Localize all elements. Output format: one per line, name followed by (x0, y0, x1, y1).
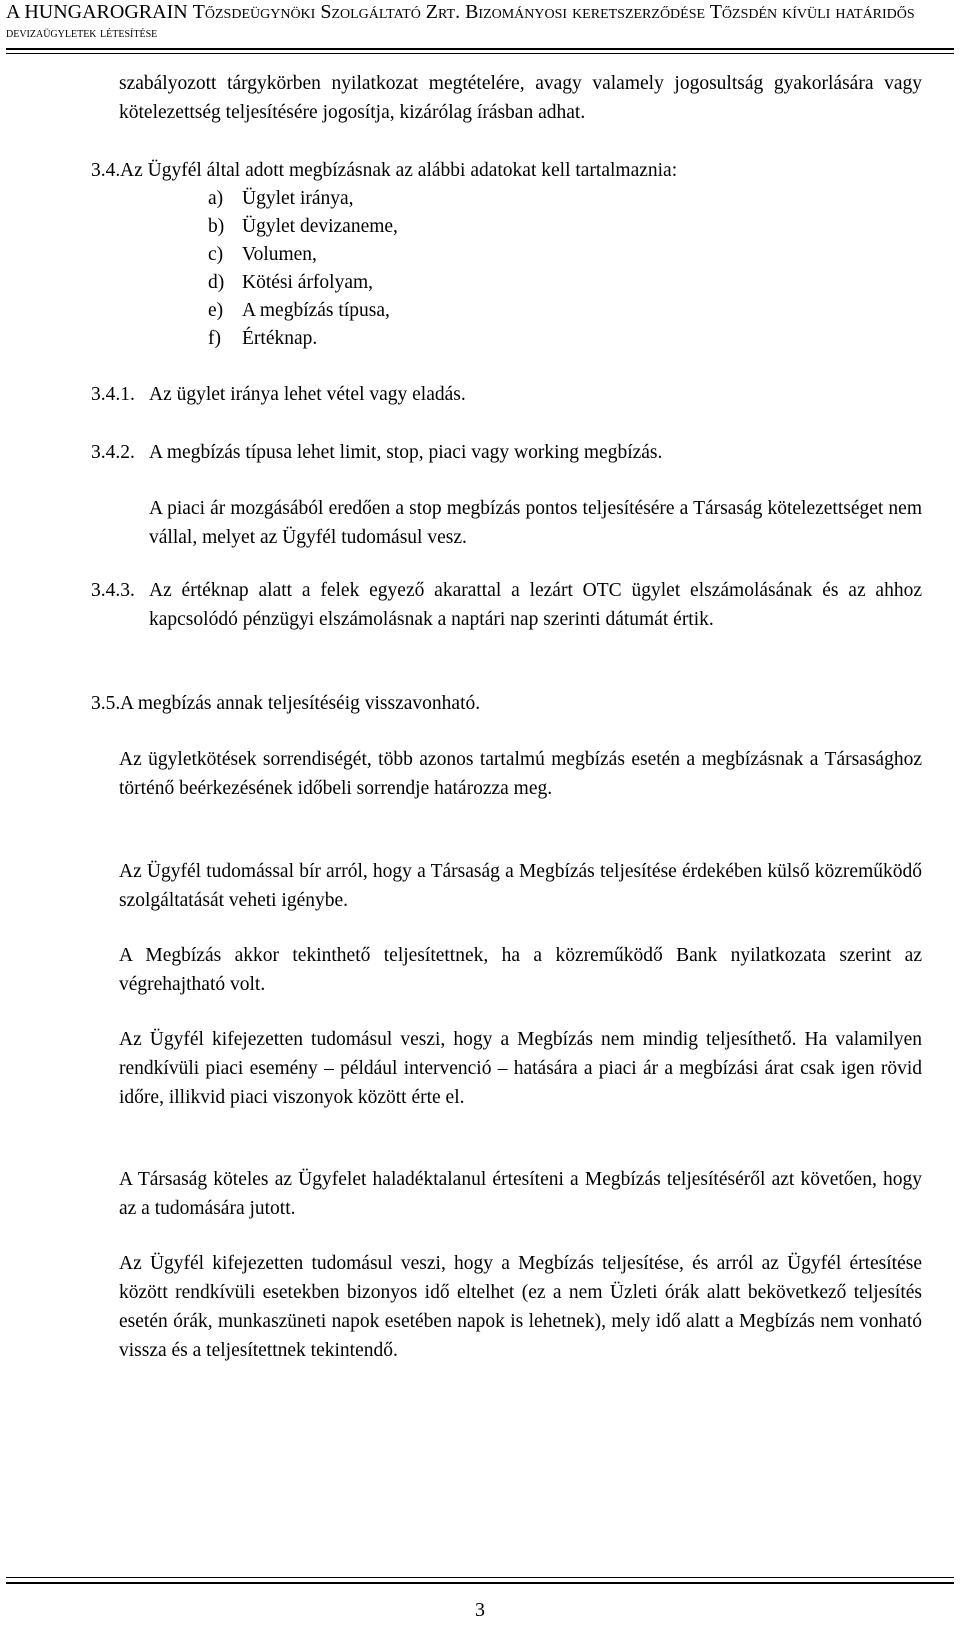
section-3-4-number: 3.4. (91, 160, 121, 181)
header-rule-thick (6, 48, 954, 50)
section-3-5-text: A megbízás annak teljesítéséig visszavonható. (120, 693, 481, 714)
footer-rule-thick (6, 1582, 954, 1584)
paragraph-notification-delay: Az Ügyfél kifejezetten tudomásul veszi, hogy a Megbízás teljesítése, és arról az Ügyfél értesítése között rendkívüli esetekben bizonyos idő eltelhet (ez a nem Üzleti órák alatt bekövetkező teljesítés esetén órák, munkaszüneti napok esetében napok is lehetnek), mely idő alatt a Megbízás nem vonható vissza és a teljesítettnek tekintendő. (119, 1253, 922, 1361)
header-title (6, 0, 915, 24)
paragraph-notification: A Társaság köteles az Ügyfelet haladéktalanul értesíteni a Megbízás teljesítéséről azt követően, hogy az a tudomására jutott. (119, 1169, 922, 1219)
list-item-label: c) (208, 244, 224, 265)
section-3-4-1-text: Az ügylet iránya lehet vétel vagy eladás. (149, 384, 466, 405)
list-item-label: e) (208, 300, 224, 321)
list-item (208, 296, 390, 325)
paragraph-order-of-execution: Az ügyletkötések sorrendiségét, több azonos tartalmú megbízás esetén a megbízásnak a Társasághoz történő beérkezésének időbeli sorrendje határozza meg. (119, 749, 922, 799)
footer-rule-thin (6, 1577, 954, 1578)
header-title-rest: Tőzsdeügynöki Szolgáltató Zrt. Bizományosi keretszerződése Tőzsdén kívüli határidős (192, 1, 915, 23)
page-number: 3 (475, 1599, 485, 1621)
section-3-4-text: Az Ügyfél által adott megbízásnak az alábbi adatokat kell tartalmaznia: (120, 160, 678, 181)
list-item-text: A megbízás típusa, (242, 300, 390, 321)
list-item-text: Értéknap. (242, 328, 318, 349)
list-item-label: d) (208, 272, 225, 293)
section-3-5-number: 3.5. (91, 693, 121, 714)
list-item-label: a) (208, 188, 224, 209)
section-3-4-1-number: 3.4.1. (91, 384, 135, 405)
header-subtitle: devizaügyletek létesítése (6, 26, 158, 41)
paragraph-not-always-executable: Az Ügyfél kifejezetten tudomásul veszi, hogy a Megbízás nem mindig teljesíthető. Ha valamilyen rendkívüli piaci esemény – például intervenció – hatására a piaci ár a megbízási árat csak igen rövid időre, illikvid piaci viszonyok között érte el. (119, 1029, 922, 1108)
section-3-4-2-number: 3.4.2. (91, 442, 135, 463)
list-item (208, 184, 354, 213)
list-item-text: Ügylet iránya, (242, 188, 354, 209)
intro-paragraph: szabályozott tárgykörben nyilatkozat megtételére, avagy valamely jogosultság gyakorlására vagy kötelezettség teljesítésére jogosítja, kizárólag írásban adhat. (119, 73, 922, 123)
list-item (208, 268, 373, 297)
paragraph-external-provider: Az Ügyfél tudomással bír arról, hogy a Társaság a Megbízás teljesítése érdekében külső közreműködő szolgáltatását veheti igénybe. (119, 861, 922, 911)
list-item-text: Volumen, (242, 244, 317, 265)
list-item (208, 212, 398, 241)
section-3-4-2-paragraph: A piaci ár mozgásából eredően a stop megbízás pontos teljesítésére a Társaság kötelezettséget nem vállal, melyet az Ügyfél tudomásul vesz. (149, 498, 922, 548)
section-3-4-3-text: Az értéknap alatt a felek egyező akarattal a lezárt OTC ügylet elszámolásának és az ahhoz kapcsolódó pénzügyi elszámolásnak a naptári nap szerinti dátumát értik. (149, 580, 922, 630)
list-item-text: Ügylet devizaneme, (242, 216, 398, 237)
list-item-text: Kötési árfolyam, (242, 272, 374, 293)
list-item (208, 324, 317, 353)
paragraph-fulfilment: A Megbízás akkor tekinthető teljesítettnek, ha a közreműködő Bank nyilatkozata szerint az végrehajtható volt. (119, 945, 922, 995)
list-item-label: b) (208, 216, 225, 237)
list-item-label: f) (208, 328, 221, 349)
header-brand: A HUNGAROGRAIN (6, 1, 193, 23)
section-3-4-3-number: 3.4.3. (91, 580, 135, 601)
section-3-4-2-text: A megbízás típusa lehet limit, stop, piaci vagy working megbízás. (149, 442, 663, 463)
list-item (208, 240, 317, 269)
header-rule-thin (6, 53, 954, 54)
